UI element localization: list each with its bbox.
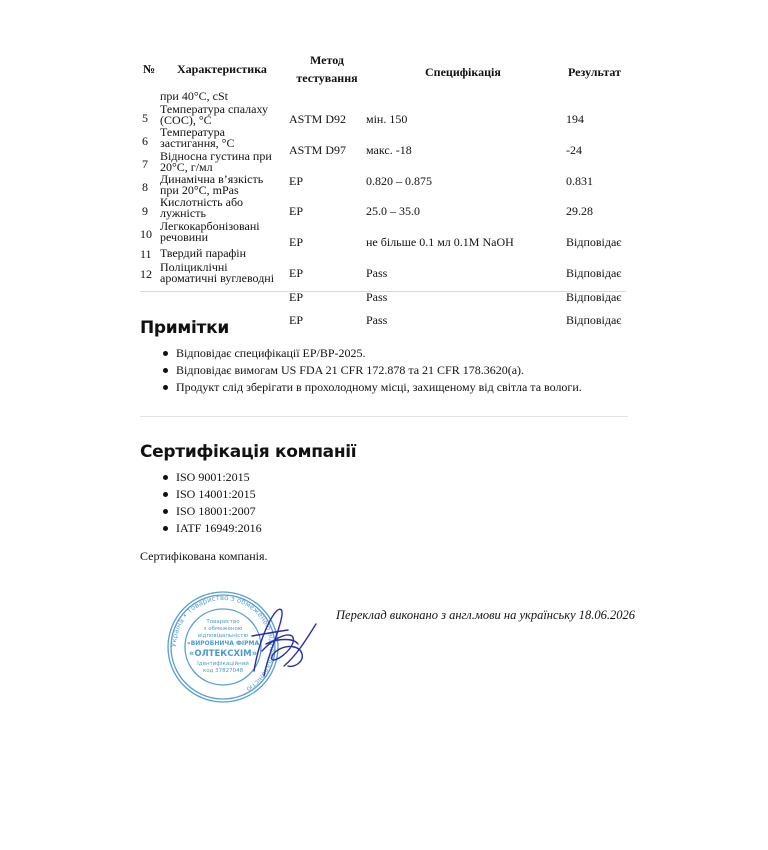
stamp-center-line: з обмеженою <box>203 626 243 632</box>
row-number: 10 <box>140 227 152 241</box>
row-result: 0.831 <box>566 174 593 188</box>
stamp-center-line: Ідентифікаційний <box>197 661 249 667</box>
extra-row-result: Відповідає <box>566 313 622 327</box>
row-result: Відповідає <box>566 266 622 280</box>
row-result: 29.28 <box>566 204 593 218</box>
row-characteristic-line1: Температура спалаху <box>160 102 269 116</box>
table-header-characteristic: Характеристика <box>177 62 267 76</box>
row-characteristic-line1: Відносна густина при <box>160 149 272 163</box>
row-characteristic-line2: лужність <box>160 206 206 220</box>
row-result: 194 <box>566 112 584 126</box>
stamp-center-line: код 37827048 <box>202 668 244 674</box>
row-characteristic-line2: речовини <box>160 230 208 244</box>
certification-item: ISO 18001:2007 <box>160 503 262 520</box>
row-characteristic-line1: Температура <box>160 125 225 139</box>
row-characteristic <box>160 221 260 243</box>
certification-item: IATF 16949:2016 <box>160 520 262 537</box>
extra-row-spec: Pass <box>366 313 388 327</box>
table-header-spec: Специфікація <box>425 65 501 79</box>
row-characteristic <box>160 127 234 149</box>
certification-footer: Сертифікована компанія. <box>140 549 268 563</box>
row-characteristic <box>160 197 243 219</box>
table-header-number: № <box>143 62 156 76</box>
row-spec: макс. -18 <box>366 143 412 157</box>
table-header-method-line1: Метод <box>310 53 344 67</box>
stamp-ring-text: Україна • Товариство з обмеженою відповідальністю <box>169 593 277 694</box>
row-characteristic-line1: Кислотність або <box>160 195 244 209</box>
row-characteristic <box>160 104 268 126</box>
row-characteristic-line1: Легкокарбонізовані <box>160 219 260 233</box>
section-divider <box>140 416 628 417</box>
row-characteristic-line1: Поліциклічні <box>160 260 228 274</box>
row-number: 9 <box>142 204 148 218</box>
row-characteristic-line2: (СОС), °С <box>160 113 212 127</box>
row-spec: мін. 150 <box>366 112 408 126</box>
notes-list <box>160 345 582 396</box>
row-method: EP <box>289 174 304 188</box>
row-method: EP <box>289 204 304 218</box>
row-spec: 0.820 – 0.875 <box>366 174 432 188</box>
row-number: 7 <box>142 157 148 171</box>
row-method: EP <box>289 235 304 249</box>
table-header-method <box>296 52 358 87</box>
row-number: 11 <box>140 247 152 261</box>
extra-row-method: EP <box>289 290 304 304</box>
row-number: 12 <box>140 267 152 281</box>
row-number: 6 <box>142 134 148 148</box>
certification-list <box>160 469 262 537</box>
stamp-company-name: «ОЛТЕКСХІМ» <box>188 649 258 659</box>
extra-row-spec: Pass <box>366 290 388 304</box>
row-result: Відповідає <box>566 235 622 249</box>
row-characteristic <box>160 151 272 173</box>
row-result: -24 <box>566 143 582 157</box>
signature <box>244 596 334 688</box>
extra-row-method: EP <box>289 313 304 327</box>
row-method: ASTM D97 <box>289 143 347 157</box>
row-method: EP <box>289 266 304 280</box>
row-characteristic-line2: ароматичні вуглеводні <box>160 271 275 285</box>
notes-item: Відповідає вимогам US FDA 21 CFR 172.878 та 21 CFR 178.3620(a). <box>160 362 582 379</box>
row-number: 5 <box>142 111 148 125</box>
stamp-center-line: відповідальністю <box>197 633 249 639</box>
row-characteristic-line2: при 20°С, mPas <box>160 183 239 197</box>
notes-heading: Примітки <box>140 318 229 338</box>
row-spec: 25.0 – 35.0 <box>366 204 420 218</box>
row-characteristic <box>160 262 274 284</box>
certification-heading: Сертифікація компанії <box>140 442 357 462</box>
certification-item: ISO 9001:2015 <box>160 469 262 486</box>
table-header-method-line2: тестування <box>296 71 358 85</box>
notes-item: Відповідає специфікації EP/BP-2025. <box>160 345 582 362</box>
row-characteristic-line1: Динамічна в’язкість <box>160 172 264 186</box>
row-characteristic <box>160 248 246 259</box>
row-characteristic-line1: Твердий парафін <box>160 246 247 260</box>
table-header-result: Результат <box>568 65 622 79</box>
row-method: ASTM D92 <box>289 112 347 126</box>
translation-note: Переклад виконано з англ.мови на українську 18.06.2026 <box>336 608 636 622</box>
notes-item: Продукт слід зберігати в прохолодному місці, захищеному від світла та вологи. <box>160 379 582 396</box>
row-characteristic <box>160 174 263 196</box>
row-spec: не більше 0.1 мл 0.1М NaOH <box>366 235 514 249</box>
certification-item: ISO 14001:2015 <box>160 486 262 503</box>
row-characteristic-line2: застигання, °С <box>160 136 235 150</box>
row-number: 8 <box>142 180 148 194</box>
row-spec: Pass <box>366 266 388 280</box>
stamp-center-line: «ВИРОБНИЧА ФІРМА <box>186 640 260 647</box>
stamp-center-line: Товариство <box>206 619 240 625</box>
extra-row-result: Відповідає <box>566 290 622 304</box>
row-characteristic-line2: 20°С, г/мл <box>160 160 213 174</box>
table-continuation-text: при 40°С, cSt <box>160 89 228 103</box>
